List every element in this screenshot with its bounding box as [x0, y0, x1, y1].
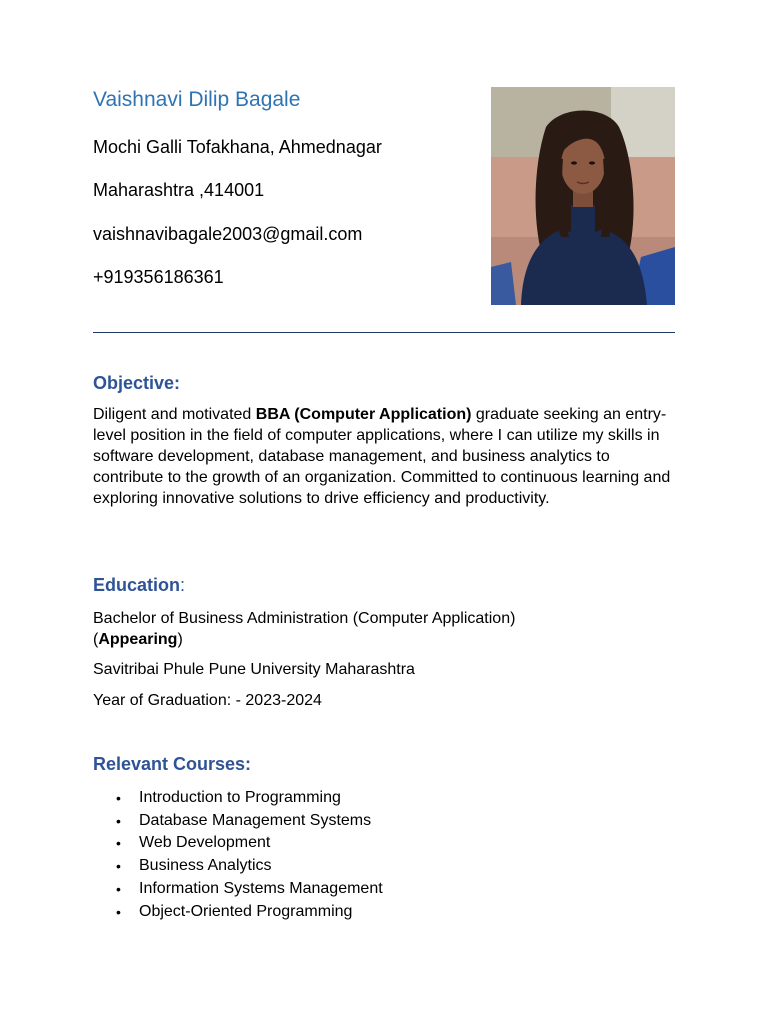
education-university: Savitribai Phule Pune University Maharashtra — [93, 661, 415, 678]
course-label: Database Management Systems — [139, 811, 372, 829]
objective-text-start: Diligent and motivated — [93, 406, 256, 423]
education-heading — [93, 573, 185, 597]
education-status-label: Appearing — [98, 631, 178, 648]
education-status-open: ( — [93, 631, 99, 648]
education-graduation-year: Year of Graduation: - 2023-2024 — [93, 692, 322, 709]
list-item — [93, 901, 383, 924]
objective-text-end: graduate seeking an entry-level position in the field of computer applications, where I can utilize my skills in software development, database management, and business analytics to contribute to the growth of an organization. Committed to continuous learning and exploring innovative solutions to drive efficiency and productivity. — [93, 406, 671, 507]
courses-list — [93, 787, 383, 923]
list-item — [93, 810, 383, 833]
bullet-icon: • — [116, 903, 121, 920]
section-divider — [93, 332, 675, 333]
list-item — [93, 832, 383, 855]
objective-heading: Objective: — [93, 373, 181, 393]
address-line-1: Mochi Galli Tofakhana, Ahmednagar — [93, 137, 382, 157]
objective-text — [93, 404, 683, 509]
education-status-close: ) — [177, 631, 183, 648]
education-degree: Bachelor of Business Administration (Computer Application) — [93, 610, 516, 627]
phone: +919356186361 — [93, 267, 224, 287]
candidate-name: Vaishnavi Dilip Bagale — [93, 88, 301, 111]
education-heading-colon: : — [180, 575, 186, 595]
bullet-icon: • — [116, 858, 121, 875]
objective-degree-highlight: BBA (Computer Application) — [255, 406, 472, 423]
course-label: Web Development — [139, 834, 271, 852]
course-label: Information Systems Management — [139, 879, 383, 897]
bullet-icon: • — [116, 812, 121, 829]
email: vaishnavibagale2003@gmail.com — [93, 224, 363, 244]
profile-photo — [491, 87, 675, 305]
list-item — [93, 878, 383, 901]
course-label: Object-Oriented Programming — [139, 902, 353, 920]
course-label: Business Analytics — [139, 857, 272, 875]
education-heading-label: Education — [93, 575, 181, 595]
list-item — [93, 855, 383, 878]
bullet-icon: • — [116, 835, 121, 852]
bullet-icon: • — [116, 880, 121, 897]
education-status — [93, 629, 183, 650]
address-line-2: Maharashtra ,414001 — [93, 180, 265, 200]
courses-heading: Relevant Courses: — [93, 754, 252, 774]
bullet-icon: • — [116, 790, 121, 806]
list-item — [93, 787, 383, 810]
course-label: Introduction to Programming — [139, 789, 341, 806]
